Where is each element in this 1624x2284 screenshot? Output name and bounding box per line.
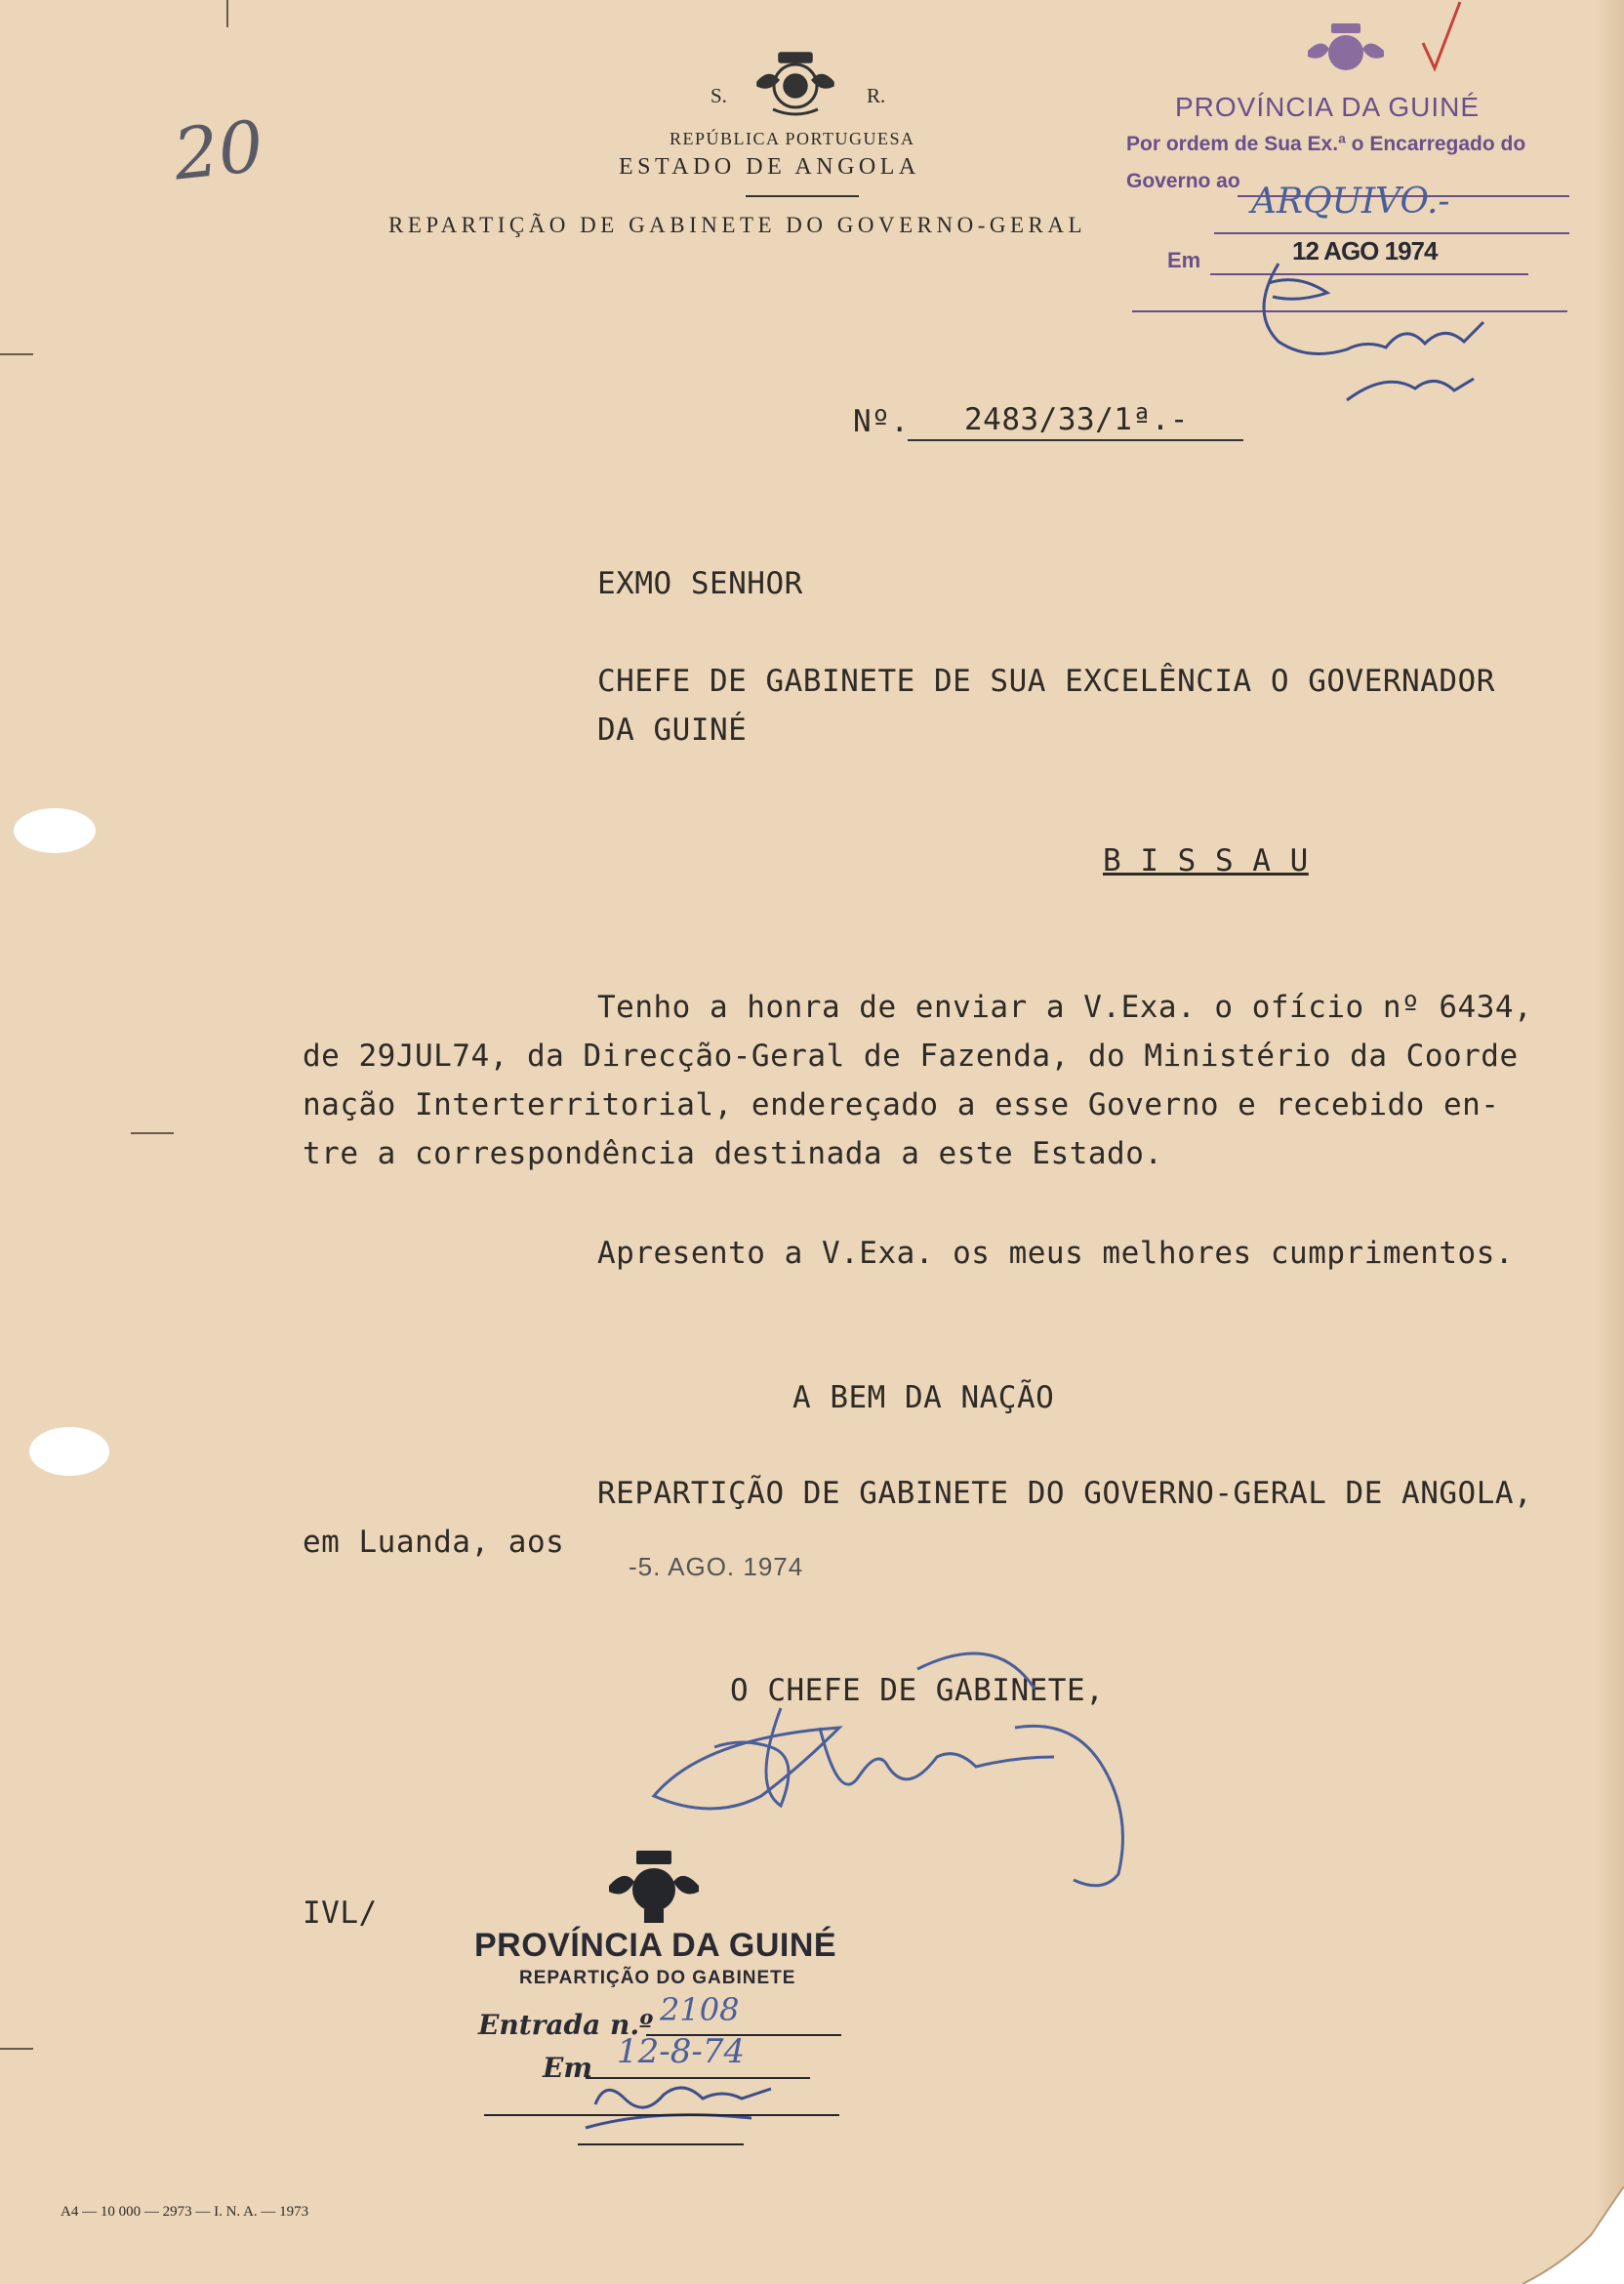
addressee-line1: CHEFE DE GABINETE DE SUA EXCELÊNCIA O GOVERNADOR [597,664,1495,699]
entry-date-label: Em [543,2052,592,2084]
reference-underline [908,439,1243,441]
margin-page-number: 20 [169,104,267,196]
archive-destination: ARQUIVO.- [1251,182,1450,222]
header-department: REPARTIÇÃO DE GABINETE DO GOVERNO-GERAL [388,213,1087,237]
closing-signatory: O CHEFE DE GABINETE, [730,1673,1105,1708]
paper-shade-right [1595,0,1624,2284]
archive-stamp-line1: Por ordem de Sua Ex.ª o Encarregado do [1126,133,1526,155]
edge-mark [0,353,33,355]
coat-of-arms-icon [750,49,841,121]
closing-motto: A BEM DA NAÇÃO [792,1380,1055,1415]
monogram-right: R. [867,84,886,107]
punch-hole-top [14,808,96,853]
addressee-line2: DA GUINÉ [597,713,748,748]
folded-corner [1522,2186,1624,2284]
reference-number: 2483/33/1ª.- [964,402,1189,437]
closing-date-stamp: -5. AGO. 1974 [629,1552,804,1581]
header-republic: REPÚBLICA PORTUGUESA [670,129,915,148]
archive-stamp-line2: Governo ao [1126,170,1240,192]
archive-date: 12 AGO 1974 [1292,236,1438,265]
entry-number: 2108 [660,1991,740,2028]
entry-initials-signature [576,2069,800,2147]
header-rule [746,195,859,197]
archive-stamp-title: PROVÍNCIA DA GUINÉ [1175,92,1481,122]
emblem-stamp-icon [1304,21,1388,84]
entry-stamp-rule [578,2143,744,2145]
body-p1-line4: tre a correspondência destinada a este Estado. [303,1136,1163,1171]
emblem-stamp-icon [605,1849,703,1925]
archive-stamp-rule [1214,232,1569,234]
edge-mark [131,1132,174,1134]
monogram-left: S. [710,84,727,107]
check-mark-icon [1417,0,1466,74]
body-p1-line1: Tenho a honra de enviar a V.Exa. o ofício nº 6434, [597,990,1533,1025]
reference-prefix: Nº. [853,404,910,439]
signature-image [644,1611,1191,1903]
addressee-city: B I S S A U [1103,843,1309,878]
header-state: ESTADO DE ANGOLA [619,154,920,180]
body-p1-line3: nação Interterritorial, endereçado a esse Governo e recebido en- [303,1087,1500,1122]
archive-date-prefix: Em [1167,248,1201,272]
archive-initials-signature [1239,254,1503,410]
addressee-salutation: EXMO SENHOR [597,566,803,601]
entry-label: Entrada n.º [478,2009,654,2041]
body-p2: Apresento a V.Exa. os meus melhores cumprimentos. [597,1236,1515,1271]
entry-stamp-subtitle: REPARTIÇÃO DO GABINETE [519,1968,796,1988]
footer-print-code: A4 — 10 000 — 2973 — I. N. A. — 1973 [61,2204,309,2220]
edge-mark [226,0,228,27]
typist-initials: IVL/ [303,1896,378,1931]
entry-stamp-title: PROVÍNCIA DA GUINÉ [474,1927,837,1964]
closing-place: em Luanda, aos [303,1525,565,1560]
closing-dept-line: REPARTIÇÃO DE GABINETE DO GOVERNO-GERAL DE ANGOLA, [597,1476,1533,1511]
entry-stamp-rule [484,2114,839,2116]
punch-hole-bottom [29,1427,109,1476]
entry-date: 12-8-74 [617,2032,746,2071]
body-p1-line2: de 29JUL74, da Direcção-Geral de Fazenda, do Ministério da Coorde [303,1039,1519,1074]
edge-mark [0,2048,33,2050]
